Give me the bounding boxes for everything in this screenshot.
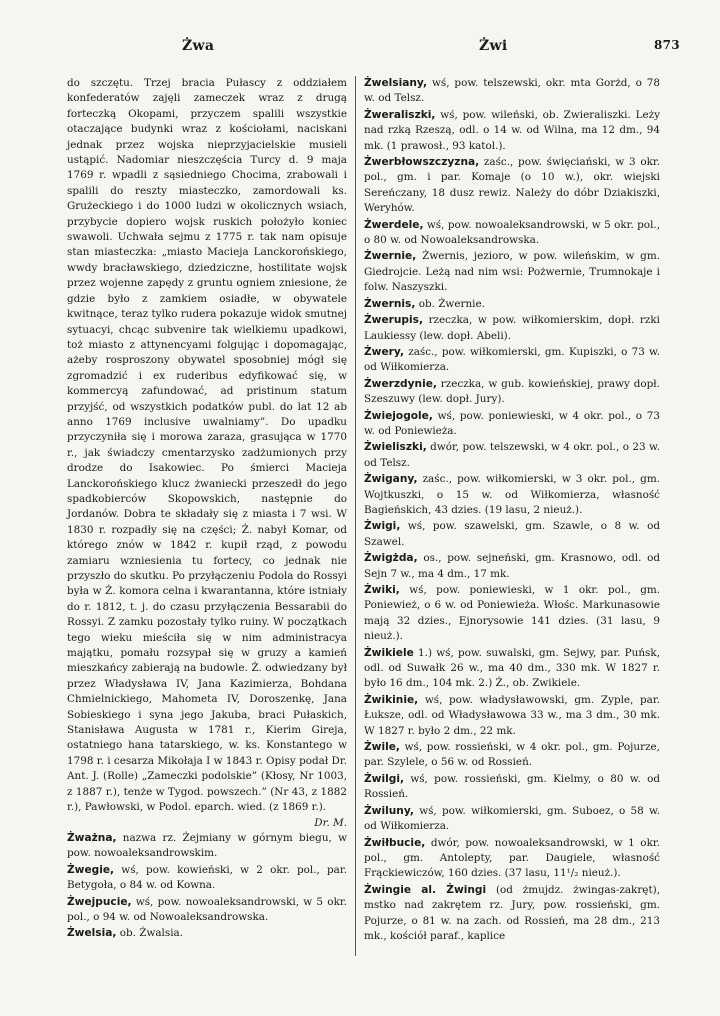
entry-headword: Żwerdele, bbox=[364, 218, 424, 231]
page-header bbox=[0, 0, 720, 60]
dictionary-entry bbox=[364, 440, 660, 471]
entry-text: nazwa rz. Żejmiany w górnym biegu, w pow. nowoaleksandrowskim. bbox=[67, 831, 347, 860]
entry-headword: Żwikinie, bbox=[364, 693, 419, 706]
entry-headword: Żwingie al. Żwingi bbox=[364, 883, 487, 896]
dictionary-entry bbox=[364, 519, 660, 550]
dictionary-entry bbox=[67, 895, 347, 926]
entry-text: wś, pow. wileński, ob. Zwieraliszki. Leży nad rzką Rzeszą, odl. o 14 w. od Wilna, ma 12 dm., 94 mk. (1 prawosł., 93 katol.). bbox=[364, 108, 660, 152]
entry-headword: Żwiki, bbox=[364, 584, 400, 596]
entry-headword: Żwejpucie, bbox=[67, 895, 132, 908]
dictionary-entry bbox=[364, 297, 660, 312]
dictionary-entry bbox=[364, 772, 660, 803]
entry-headword: Żwelsia, bbox=[67, 927, 117, 940]
dictionary-entry bbox=[364, 313, 660, 344]
dictionary-entry bbox=[67, 926, 347, 941]
entry-text: wś, pow. rossieński, gm. Kielmy, o 80 w. od Rossień. bbox=[364, 772, 660, 801]
running-head-left: Żwa bbox=[182, 38, 215, 54]
entry-headword: Żweraliszki, bbox=[364, 108, 436, 121]
entry-text: ob. Żwalsia. bbox=[119, 927, 184, 940]
page-number: 873 bbox=[654, 38, 680, 52]
entry-headword: Żwile, bbox=[364, 741, 400, 754]
dictionary-entry bbox=[364, 218, 660, 249]
entry-text: dwór, pow. telszewski, w 4 okr. pol., o 23 w. od Telsz. bbox=[364, 441, 660, 469]
dictionary-entry bbox=[364, 740, 660, 771]
dictionary-entry bbox=[364, 836, 660, 882]
entry-text: zaśc., pow. wiłkomierski, w 3 okr. pol., gm. Wojtkuszki, o 15 w. od Wiłkomierza, własność Bagieńskich, 43 dzies. (19 lasu, 2 nieuż.). bbox=[364, 473, 660, 516]
entry-headword: Żwelsiany, bbox=[364, 77, 428, 89]
entry-text: wś, pow. poniewieski, w 1 okr. pol., gm. Poniewież, o 6 w. od Poniewieża. Włośc. Markunasowie mają 32 dzies., Ejnorysowie 141 dzies. (31 lasu, 9 nieuż.). bbox=[364, 584, 660, 643]
continuation-paragraph: do szczętu. Trzej bracia Pułascy z oddziałem konfederatów zajęli zameczek wraz z drugą forteczką Okopami, przyczem spalili wszystkie otaczające budynki wraz z kościołami, naciskani jednak przez wojska nieprzyjacielskie musieli ustąpić. Nadomiar nieszczęścia Turcy d. 9 maja 1769 r. wpadli z sąsiedniego Chocima, zrabowali i spalili do reszty miasteczko, zamordowali ks. Grużeckiego i do 1000 ludzi w okolicznych wsiach, przybycie dopiero wojsk ruskich położyło koniec swawoli. Uchwała sejmu z 1775 r. tak nam opisuje stan miasteczka: „miasto Macieja Lanckorońskiego, wwdy bracławskiego, dziedziczne, hostilitate wojsk przez wojenne zapędy z gruntu ogniem zniesione, że gdzie było z zamkiem osiadłe, w obywatele kwitnące, teraz tylko rudera pokazuje widok smutnej sytuacyi, chcąc subvenire tak wielkiemu upadkowi, toż miasto z attynencyami folgując i dopomagając, ażeby rosproszony obywatel sposobniej mógł się zgromadzić i ex ruderibus edyfikować się, w kommercyą zafundować, ad pristinum statum przyjść, od wszystkich podatków publ. do lat 12 ab anno 1769 inclusive uwalniamy”. Do upadku przyczyniła się i morowa zaraza, grasująca w 1770 r., jak świadczy cmentarzysko zadżumionych przy drodze do Isakowiec. Po śmierci Macieja Lanckorońskiego klucz żwaniecki przeszedł do jego spadkobierców Skopowskich, następnie do Jordanów. Dobra te składały się z miasta i 7 wsi. W 1830 r. rozpadły się na części; Ż. nabył Komar, od którego znów w 1842 r. kupił rząd, z powodu zamiaru wzniesienia tu fortecy, co jednak nie przyszło do skutku. Po przyłączeniu Podola do Rossyi była w Ż. komora celna i kwarantanna, które istniały do r. 1812, t. j. do czasu przyłączenia Bessarabii do Rossyi. Z zamku pozostały tylko ruiny. W początkach tego wieku mieściła się w nim administracya majątku, pomału rozsypał się w gruzy a kamień mieszkańcy zabierają na budowle. Ż. odwiedzany był przez Władysława IV, Jana Kazimierza, Bohdana Chmielnickiego, Mahometa IV, Doroszenkę, Jana Sobieskiego i syna jego Jakuba, braci Pułaskich, Stanisława Augusta w 1781 r., Kierim Gireja, ostatniego hana tatarskiego, w. ks. Konstantego w 1798 r. i cesarza Mikołaja I w 1843 r. Opisy podał Dr. Ant. J. (Rolle) „Zameczki podolskie” (Kłosy, Nr 1003, z 1887 r.), tenże w Tygod. powszech.” (Nr 43, z 1882 r.), Pawłowski, w Podol. eparch. wied. (z 1869 r.). bbox=[67, 77, 347, 814]
entry-headword: Żwikiele bbox=[364, 646, 414, 659]
entry-headword: Żwegie, bbox=[67, 863, 115, 876]
entry-text: os., pow. sejneński, gm. Krasnowo, odl. od Sejn 7 w., ma 4 dm., 17 mk. bbox=[364, 552, 660, 580]
dictionary-entry bbox=[364, 804, 660, 835]
entry-text: zaśc., pow. wiłkomierski, gm. Kupiszki, o 73 w. od Wiłkomierza. bbox=[364, 345, 660, 374]
entry-headword: Żwerbłowszczyzna, bbox=[364, 156, 480, 169]
entry-headword: Żwernie, bbox=[364, 250, 417, 263]
dictionary-entry bbox=[364, 646, 660, 692]
entry-text: wś, pow. telszewski, okr. mta Gorżd, o 78 w. od Telsz. bbox=[364, 77, 660, 105]
entry-headword: Żwerzdynie, bbox=[364, 377, 437, 390]
left-entries bbox=[67, 831, 347, 942]
entry-headword: Żwigany, bbox=[364, 473, 418, 486]
entry-headword: Żważna, bbox=[67, 831, 117, 844]
entry-text: rzeczka, w pow. wiłkomierskim, dopł. rzki Laukiessy (lew. dopł. Abeli). bbox=[364, 314, 660, 342]
entry-headword: Żwieliszki, bbox=[364, 441, 427, 454]
dictionary-entry bbox=[364, 409, 660, 440]
entry-text: wś, pow. wiłkomierski, gm. Suboez, o 58 w. od Wiłkomierza. bbox=[364, 804, 660, 833]
dictionary-entry bbox=[364, 583, 660, 645]
entry-text: wś, pow. poniewieski, w 4 okr. pol., o 73 w. od Poniewieża. bbox=[364, 409, 660, 437]
entry-headword: Żwernis, bbox=[364, 297, 416, 310]
entry-headword: Żwiluny, bbox=[364, 804, 414, 817]
entry-headword: Żwilgi, bbox=[364, 772, 404, 785]
entry-headword: Żwerupis, bbox=[364, 314, 423, 327]
dictionary-entry bbox=[67, 831, 347, 862]
entry-text: wś, pow. kowieński, w 2 okr. pol., par. Betygoła, o 84 w. od Kowna. bbox=[67, 863, 347, 892]
entry-text: (od żmujdz. żwingas-zakręt), mstko nad zakrętem rz. Jury, pow. rossieński, gm. Pojurze, o 81 w. na zach. od Rossień, ma 28 dm., 213 mk., kościół paraf., kaplice bbox=[364, 883, 660, 942]
column-divider bbox=[355, 76, 356, 956]
entry-text: rzeczka, w gub. kowieńskiej, prawy dopł. Szeszuwy (lew. dopł. Jury). bbox=[364, 377, 660, 406]
entry-headword: Żwery, bbox=[364, 345, 404, 358]
author-signature: Dr. M. bbox=[314, 816, 347, 829]
entry-text: dwór, pow. nowoaleksandrowski, w 1 okr. pol., gm. Antolepty, par. Daugiele, własność Frąckiewiczów, 160 dzies. (37 lasu, 11¹/₂ nieuż.). bbox=[364, 836, 660, 880]
dictionary-entry bbox=[364, 249, 660, 295]
entry-text: wś, pow. nowoaleksandrowski, w 5 okr. pol., o 94 w. od Nowoaleksandrowska. bbox=[67, 895, 347, 923]
entry-headword: Żwigżda, bbox=[364, 552, 418, 565]
dictionary-entry bbox=[67, 863, 347, 894]
entry-headword: Żwiłbucie, bbox=[364, 836, 426, 849]
right-column bbox=[364, 76, 660, 945]
dictionary-entry bbox=[364, 345, 660, 376]
running-head-center: Żwi bbox=[479, 38, 508, 54]
entry-text: wś, pow. władysławowski, gm. Zyple, par. Łuksze, odl. od Władysławowa 33 w., ma 3 dm., 30 mk. W 1827 r. było 2 dm., 22 mk. bbox=[364, 693, 660, 737]
entry-headword: Żwiejogole, bbox=[364, 409, 433, 422]
dictionary-entry bbox=[364, 76, 660, 107]
dictionary-entry bbox=[364, 883, 660, 945]
entry-text: wś, pow. szawelski, gm. Szawle, o 8 w. od Szawel. bbox=[364, 520, 660, 548]
entry-text: Żwernis, jezioro, w pow. wileńskim, w gm. Giedrojcie. Leżą nad nim wsi: Pożwernie, Trumnokaje i folw. Naszyszki. bbox=[364, 250, 660, 294]
entry-text: wś, pow. nowoaleksandrowski, w 5 okr. pol., o 80 w. od Nowoaleksandrowska. bbox=[364, 218, 660, 247]
dictionary-entry bbox=[364, 108, 660, 154]
left-column bbox=[67, 76, 347, 943]
dictionary-entry bbox=[364, 693, 660, 739]
entry-headword: Żwigi, bbox=[364, 520, 401, 533]
dictionary-entry bbox=[364, 551, 660, 582]
entry-text: ob. Żwernie. bbox=[418, 297, 485, 310]
dictionary-entry bbox=[364, 155, 660, 217]
entry-text: zaśc., pow. święciański, w 3 okr. pol., gm. i par. Komaje (o 10 w.), okr. wiejski Sereńczany, 18 dusz rewiz. Należy do dóbr Dziakiszki, Weryhów. bbox=[364, 156, 660, 215]
dictionary-entry bbox=[364, 377, 660, 408]
entry-text: 1.) wś, pow. suwalski, gm. Sejwy, par. Puńsk, odl. od Suwałk 26 w., ma 40 dm., 330 mk. W 1827 r. było 16 dm., 104 mk. 2.) Ż., ob. Zwikiele. bbox=[364, 646, 660, 690]
entry-text: wś, pow. rossieński, w 4 okr. pol., gm. Pojurze, par. Szylele, o 56 w. od Rossień. bbox=[364, 741, 660, 769]
dictionary-entry bbox=[364, 472, 660, 518]
